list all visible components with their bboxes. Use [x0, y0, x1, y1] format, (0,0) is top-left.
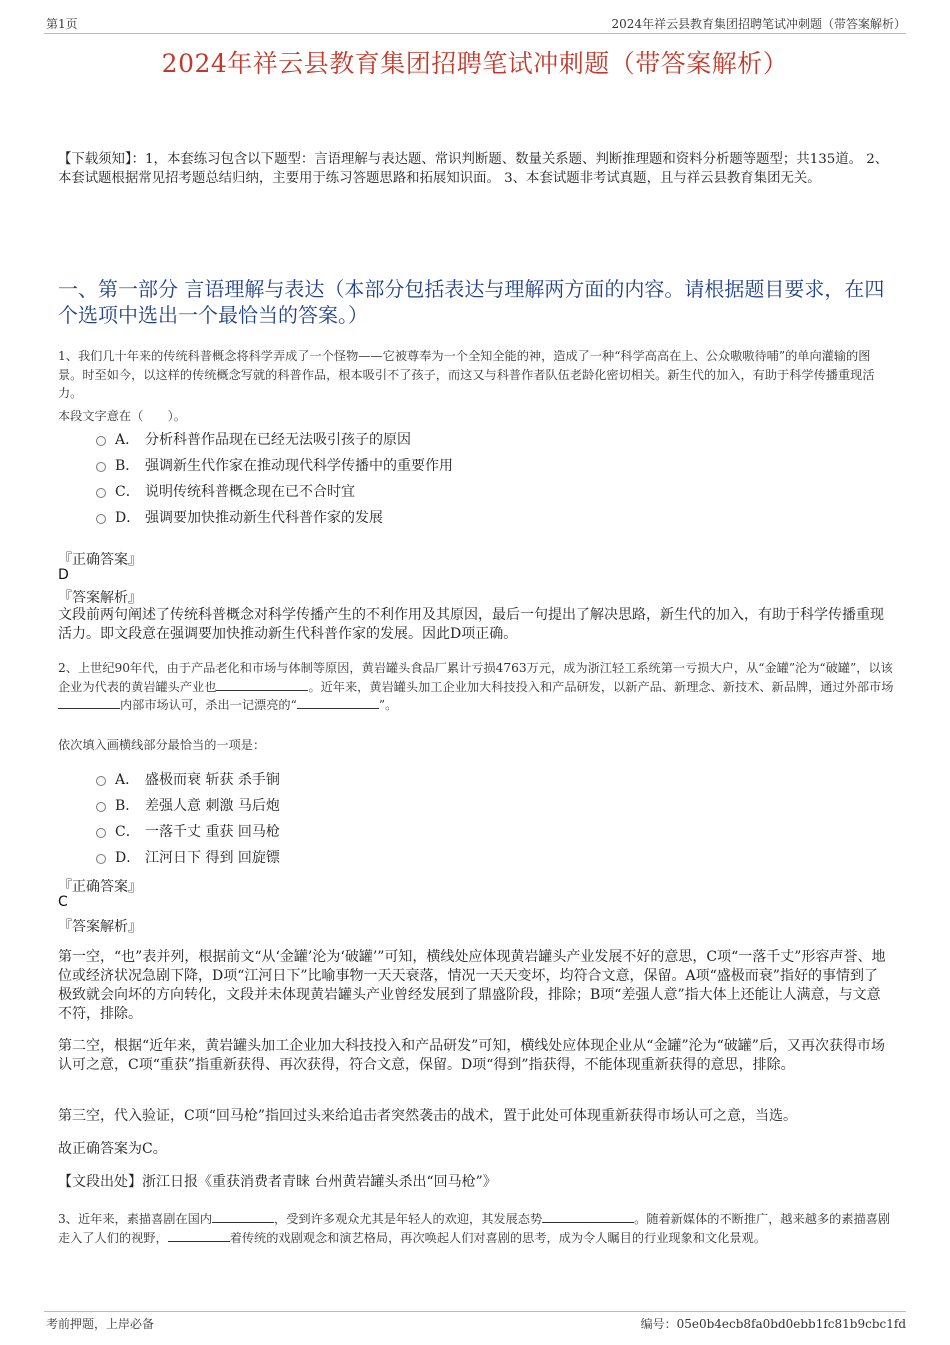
q2-option-a[interactable]: A． 盛极而衰 斩获 杀手锏	[96, 769, 280, 789]
q1-option-c[interactable]: C． 说明传统科普概念现在已不合时宜	[96, 481, 355, 501]
radio-icon[interactable]	[96, 514, 106, 524]
page-footer	[44, 1315, 906, 1333]
header-divider	[44, 33, 906, 34]
download-notice: 【下载须知】：1，本套练习包含以下题型：言语理解与表达题、常识判断题、数量关系题、判断推理题和资料分析题等题型；共135道。 2、本套试题根据常见招考题总结归纳，主要用于练习答题思路和拓展知识面。 3、本套试题非考试真题，且与祥云县教育集团无关。	[58, 152, 889, 186]
q2-prompt: 依次填入画横线部分最恰当的一项是：	[58, 738, 266, 752]
q2-explanation-4: 故正确答案为C。	[58, 1141, 167, 1157]
q1-answer: D	[58, 567, 69, 583]
radio-icon[interactable]	[96, 462, 106, 472]
q2-option-b[interactable]: B． 差强人意 刺激 马后炮	[96, 795, 280, 815]
q2-explanation-2: 第二空，根据“近年来，黄岩罐头加工企业加大科技投入和产品研发”可知，横线处应体现企业从“金罐”沦为“破罐”后，又再次获得市场认可之意，C项“重获”指重新获得、再次获得，符合文意，保留。D项“得到”指获得，不能体现重新获得的意思，排除。	[58, 1038, 885, 1073]
fill-blank	[58, 696, 120, 709]
q2-option-d[interactable]: D． 江河日下 得到 回旋镖	[96, 847, 280, 867]
q2-answer-label: 『正确答案』	[58, 879, 142, 895]
q1-stem: 1、我们几十年来的传统科普概念将科学弄成了一个怪物——它被尊奉为一个全知全能的神，造成了一种“科学高高在上、公众嗷嗷待哺”的单向灌输的图景。时至如今，以这样的传统概念写就的科普作品，根本吸引不了孩子，而这又与科普作者队伍老龄化密切相关。新生代的加入，有助于科学传播重现活力。	[58, 349, 875, 400]
q1-option-a[interactable]: A． 分析科普作品现在已经无法吸引孩子的原因	[96, 429, 411, 449]
page-number: 第1页	[46, 17, 78, 31]
q1-explanation: 文段前两句阐述了传统科普概念对科学传播产生的不利作用及其原因，最后一句提出了解决思路，新生代的加入，有助于科学传播重现活力。即文段意在强调要加快推动新生代科普作家的发展。因此D项正确。	[58, 607, 884, 642]
radio-icon[interactable]	[96, 802, 106, 812]
section-heading: 一、第一部分 言语理解与表达（本部分包括表达与理解两方面的内容。请根据题目要求，在四个选项中选出一个最恰当的答案。）	[58, 277, 885, 327]
q1-prompt: 本段文字意在（ ）。	[58, 409, 186, 423]
header-doc-title: 2024年祥云县教育集团招聘笔试冲刺题（带答案解析）	[611, 17, 906, 31]
radio-icon[interactable]	[96, 436, 106, 446]
radio-icon[interactable]	[96, 776, 106, 786]
fill-blank	[297, 696, 379, 709]
page-header	[44, 14, 906, 32]
q2-explanation-label: 『答案解析』	[58, 919, 142, 935]
radio-icon[interactable]	[96, 488, 106, 498]
fill-blank	[216, 678, 308, 691]
fill-blank	[542, 1210, 634, 1223]
footer-slogan: 考前押题，上岸必备	[46, 1317, 155, 1331]
q2-answer: C	[58, 894, 68, 910]
q2-source: 【文段出处】浙江日报《重获消费者青睐 台州黄岩罐头杀出“回马枪”》	[58, 1174, 497, 1190]
q2-explanation-3: 第三空，代入验证，C项“回马枪”指回过头来给追击者突然袭击的战术，置于此处可体现重新获得市场认可之意，当选。	[58, 1108, 798, 1124]
radio-icon[interactable]	[96, 854, 106, 864]
q1-option-d[interactable]: D． 强调要加快推动新生代科普作家的发展	[96, 507, 383, 527]
q1-explanation-label: 『答案解析』	[58, 590, 142, 606]
footer-doc-id: 编号：05e0b4ecb8fa0bd0ebb1fc81b9cbc1fd	[640, 1317, 906, 1331]
fill-blank	[168, 1229, 230, 1242]
footer-divider	[44, 1311, 906, 1312]
q2-stem: 2、上世纪90年代，由于产品老化和市场与体制等原因，黄岩罐头食品厂累计亏损4763万元，成为浙江轻工系统第一亏损大户，从“金罐”沦为“破罐”，以该企业为代表的黄岩罐头产业也 。近年来，黄岩罐头加工企业加大科技投入和产品研发，以新产品、新理念、新技术、新品牌，通过外部市场内部市场认可，杀出一记漂亮的“ ”。	[58, 661, 894, 712]
q2-explanation-1: 第一空，“也”表并列，根据前文“从‘金罐’沦为‘破罐’”可知，横线处应体现黄岩罐头产业发展不好的意思，C项“一落千丈”形容声誉、地位或经济状况急剧下降，D项“江河日下”比喻事物一天天衰落，情况一天天变坏，均符合文意，保留。A项“盛极而衰”指好的事情到了极致就会向坏的方向转化，文段并未体现黄岩罐头产业曾经发展到了鼎盛阶段，排除；B项“差强人意”指大体上还能让人满意，与文意不符，排除。	[58, 949, 886, 1022]
fill-blank	[212, 1210, 274, 1223]
radio-icon[interactable]	[96, 828, 106, 838]
q3-stem: 3、近年来，素描喜剧在国内 ，受到许多观众尤其是年轻人的欢迎，其发展态势 。随着新媒体的不断推广，越来越多的素描喜剧走入了人们的视野， 着传统的戏剧观念和演艺格局，再次唤起人们对喜剧的思考，成为令人瞩目的行业现象和文化景观。	[58, 1212, 891, 1245]
page-title: 2024年祥云县教育集团招聘笔试冲刺题（带答案解析）	[161, 49, 789, 78]
q2-option-c[interactable]: C． 一落千丈 重获 回马枪	[96, 821, 280, 841]
q1-answer-label: 『正确答案』	[58, 552, 142, 568]
q1-option-b[interactable]: B． 强调新生代作家在推动现代科学传播中的重要作用	[96, 455, 453, 475]
